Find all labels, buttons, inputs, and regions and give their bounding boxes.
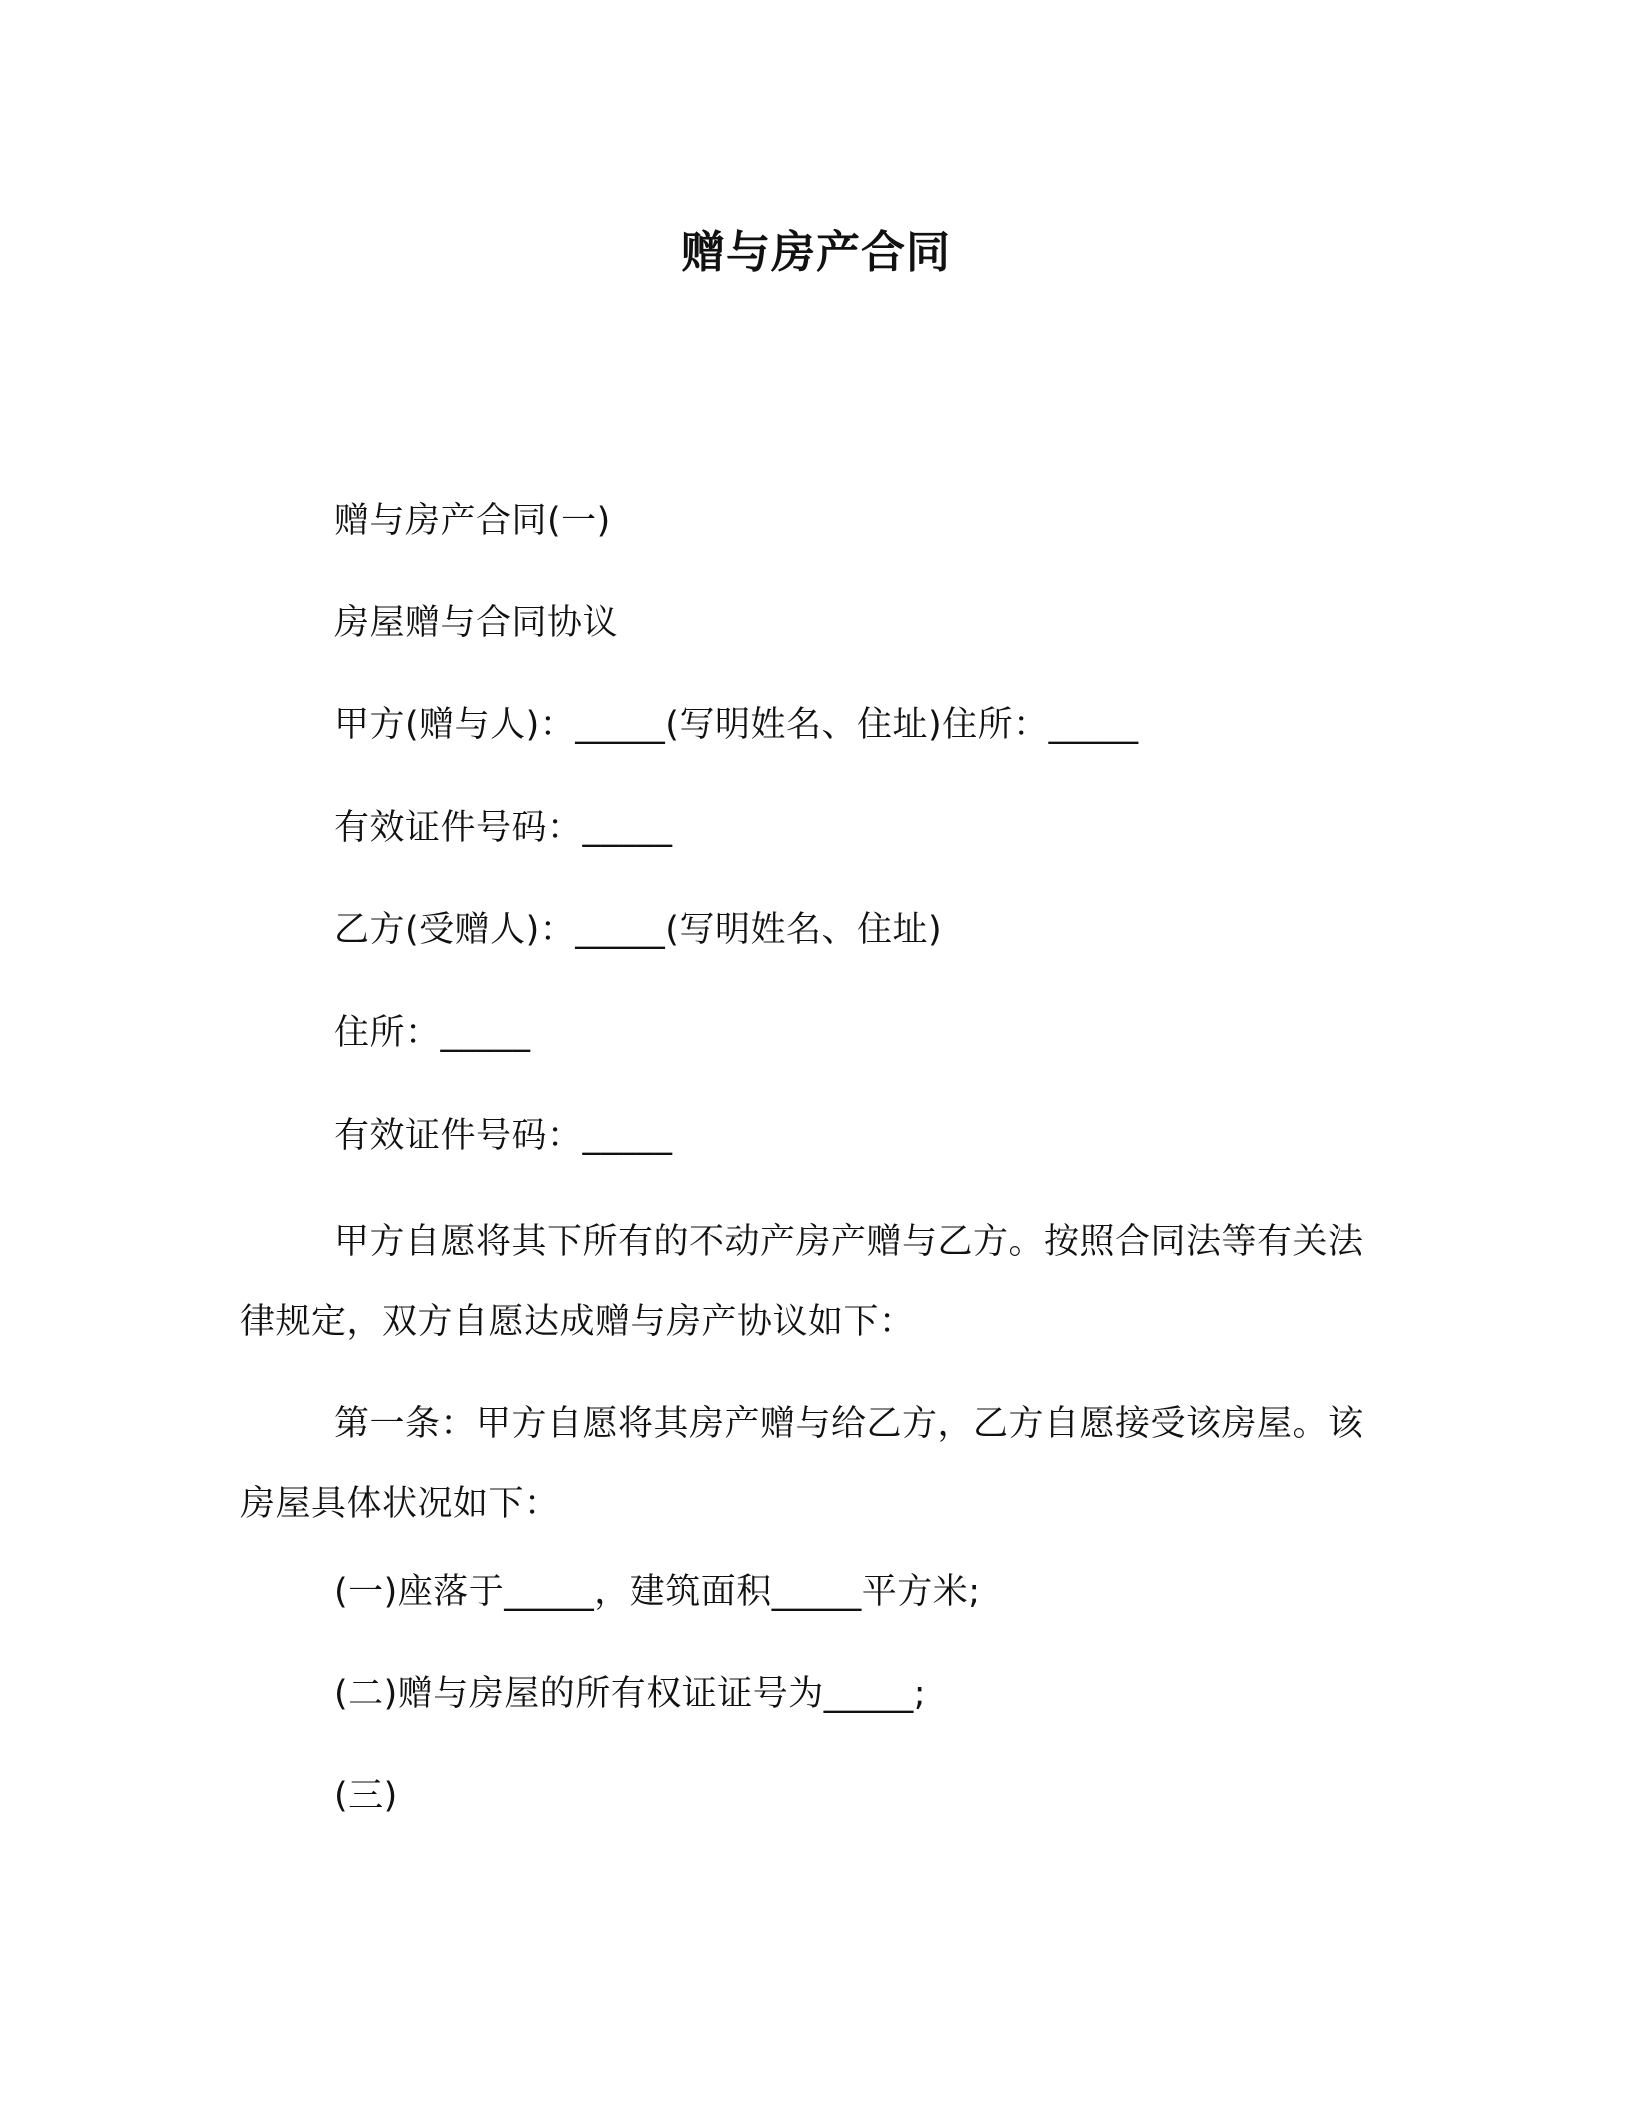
paragraph-article-one: 第一条：甲方自愿将其房产赠与给乙方，乙方自愿接受该房屋。该房屋具体状况如下： <box>240 1404 1364 1524</box>
paragraph-item-two: (二)赠与房屋的所有权证证号为_____; <box>334 1674 927 1714</box>
paragraph-agreement-title: 房屋赠与合同协议 <box>334 603 619 643</box>
document-title: 赠与房产合同 <box>681 227 951 278</box>
paragraph-party-b: 乙方(受赠人)：_____(写明姓名、住址) <box>334 910 943 950</box>
paragraph-item-three: (三) <box>334 1776 398 1816</box>
paragraph-party-b-id: 有效证件号码：_____ <box>334 1116 673 1156</box>
paragraph-intro: 甲方自愿将其下所有的不动产房产赠与乙方。按照合同法等有关法律规定，双方自愿达成赠与房产协议如下： <box>240 1222 1364 1342</box>
paragraph-party-a-id: 有效证件号码：_____ <box>334 808 673 848</box>
paragraph-item-one: (一)座落于_____，建筑面积_____平方米; <box>334 1572 981 1612</box>
paragraph-contract-subtitle: 赠与房产合同(一) <box>334 501 611 541</box>
paragraph-party-b-address: 住所：_____ <box>334 1013 531 1053</box>
paragraph-party-a: 甲方(赠与人)：_____(写明姓名、住址)住所：_____ <box>334 705 1139 745</box>
